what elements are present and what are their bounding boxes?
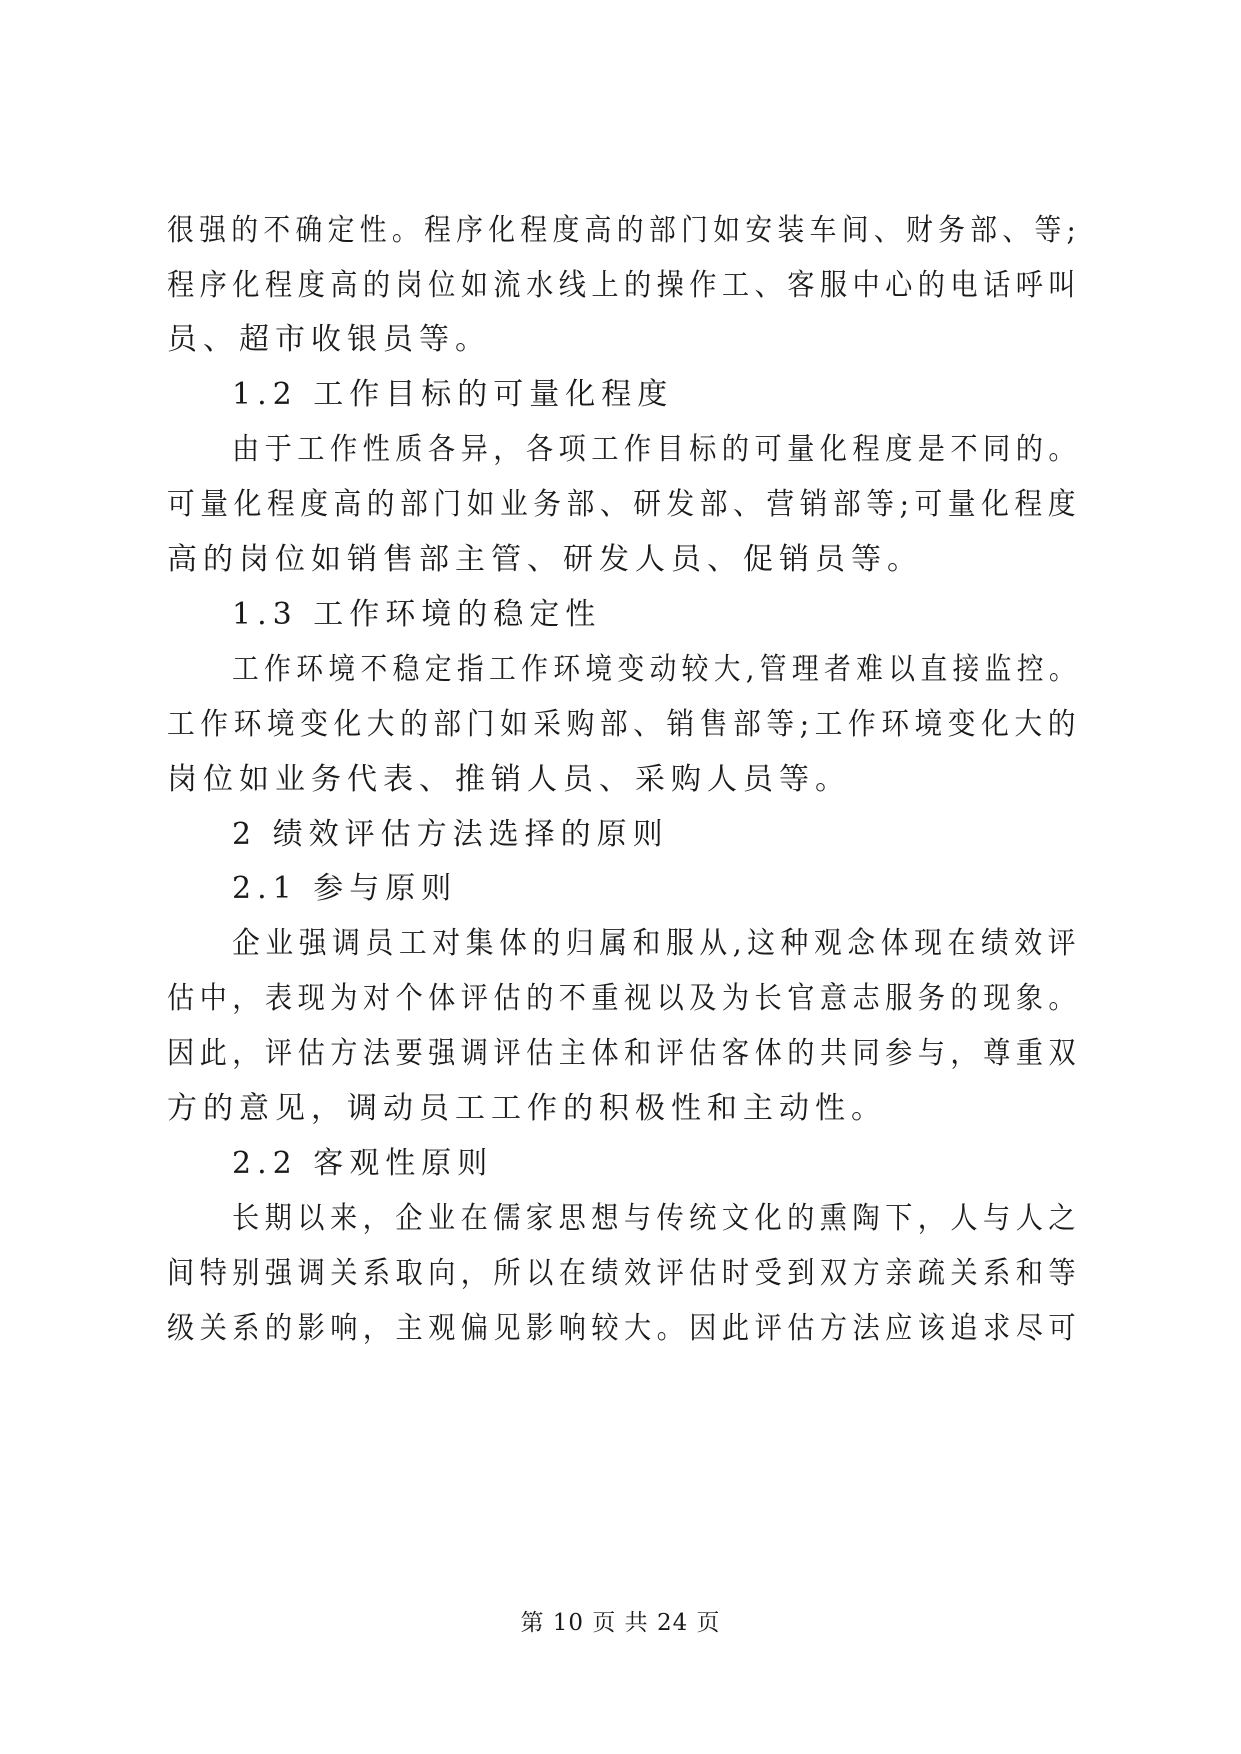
- text-line-2: 程序化程度高的岗位如流水线上的操作工、客服中心的电话呼叫: [167, 268, 1081, 303]
- text-line-19: 长期以来，企业在儒家思想与传统文化的熏陶下，人与人之: [232, 1201, 1081, 1236]
- text-line-7: 高的岗位如销售部主管、研发人员、促销员等。: [167, 542, 923, 577]
- text-line-3: 员、超市收银员等。: [167, 322, 491, 357]
- section-heading-2: 2 绩效评估方法选择的原则: [232, 817, 669, 852]
- text-line-15: 估中，表现为对个体评估的不重视以及为长官意志服务的现象。: [167, 981, 1081, 1016]
- page-footer: 第 10 页 共 24 页: [520, 1610, 721, 1636]
- text-line-20: 间特别强调关系取向，所以在绩效评估时受到双方亲疏关系和等: [167, 1256, 1081, 1291]
- text-line-1: 很强的不确定性。程序化程度高的部门如安装车间、财务部、等;: [167, 213, 1081, 248]
- text-line-17: 方的意见，调动员工工作的积极性和主动性。: [167, 1091, 887, 1126]
- text-line-21: 级关系的影响，主观偏见影响较大。因此评估方法应该追求尽可: [167, 1311, 1081, 1346]
- section-heading-1-2: 1.2 工作目标的可量化程度: [232, 377, 674, 412]
- text-line-5: 由于工作性质各异，各项工作目标的可量化程度是不同的。: [232, 432, 1081, 467]
- section-heading-2-1: 2.1 参与原则: [232, 871, 458, 906]
- section-heading-1-3: 1.3 工作环境的稳定性: [232, 597, 602, 632]
- section-heading-2-2: 2.2 客观性原则: [232, 1146, 494, 1181]
- text-line-6: 可量化程度高的部门如业务部、研发部、营销部等;可量化程度: [167, 487, 1081, 522]
- text-line-9: 工作环境不稳定指工作环境变动较大,管理者难以直接监控。: [232, 652, 1081, 687]
- text-line-14: 企业强调员工对集体的归属和服从,这种观念体现在绩效评: [232, 926, 1081, 961]
- text-line-16: 因此，评估方法要强调评估主体和评估客体的共同参与，尊重双: [167, 1036, 1081, 1071]
- text-line-11: 岗位如业务代表、推销人员、采购人员等。: [167, 762, 851, 797]
- text-line-10: 工作环境变化大的部门如采购部、销售部等;工作环境变化大的: [167, 707, 1081, 742]
